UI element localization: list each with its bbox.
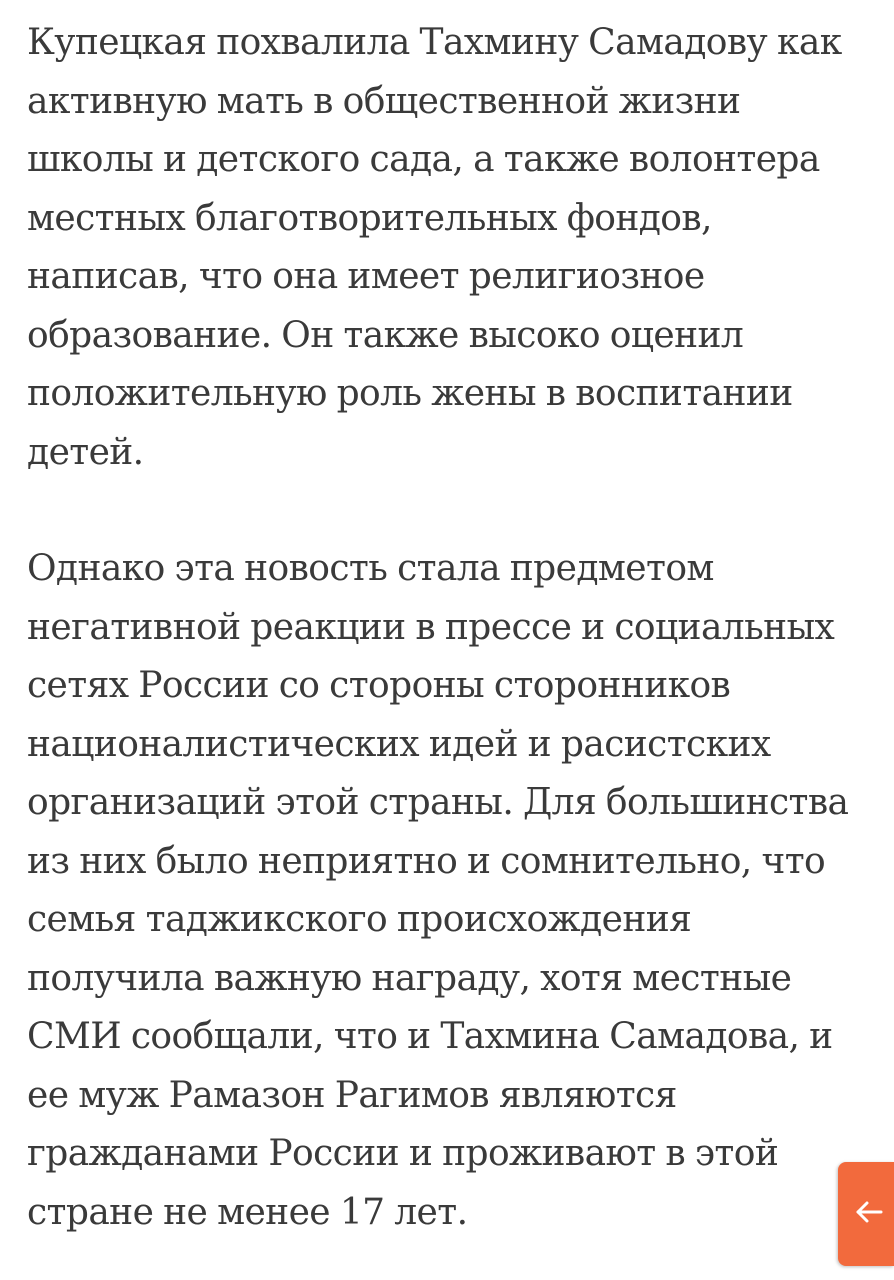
article-paragraph-2: Однако эта новость стала предметом негативной реакции в прессе и социальных сетях России со стороны сторонников националистических идей и расистских организаций этой страны. Для большинства из них было неприятно и сомнительно, что семья таджикского происхождения получила важную награду, хотя местные СМИ сообщали, что и Тахмина Самадова, и ее муж Рамазон Рагимов являются гражданами России и проживают в этой стране не менее 17 лет.: [27, 548, 849, 1233]
back-button[interactable]: [838, 1162, 894, 1266]
article-body: [27, 14, 874, 1242]
article-paragraph-1: Купецкая похвалила Тахмину Самадову как активную мать в общественной жизни школы и детского сада, а также волонтера местных благотворительных фондов, написав, что она имеет религиозное образование. Он также высоко оценил положительную роль жены в воспитании детей.: [27, 22, 842, 473]
arrow-left-icon: [846, 1195, 886, 1234]
